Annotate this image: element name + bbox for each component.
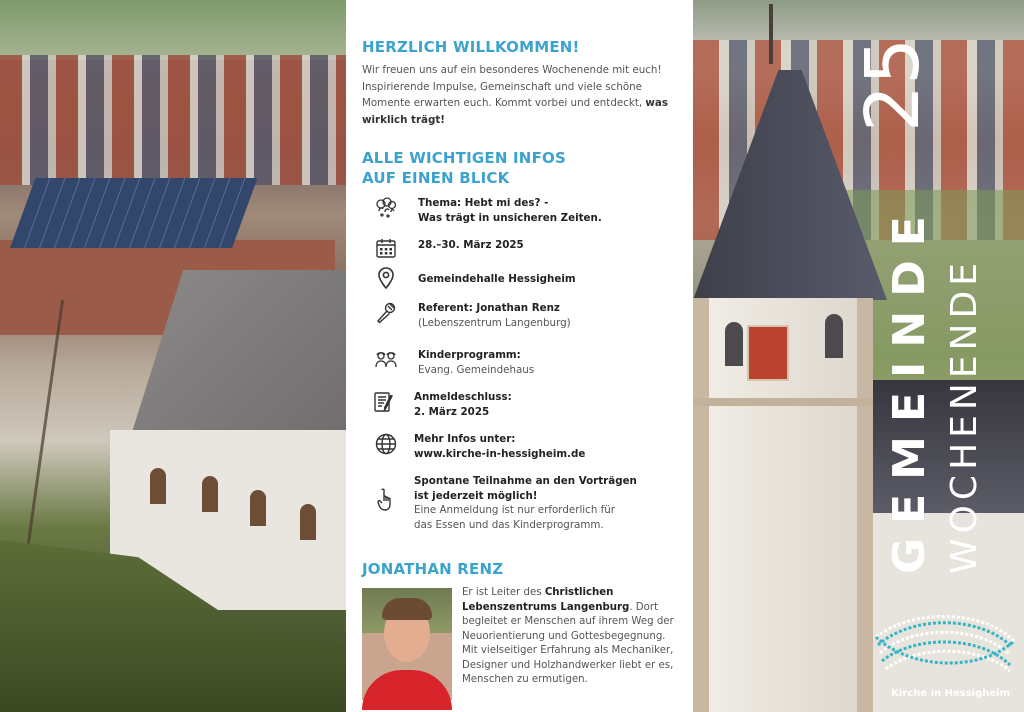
speaker-portrait [362, 588, 452, 700]
info-item-website [362, 432, 682, 472]
solar-panels [10, 178, 257, 248]
speaker-bio: Er ist Leiter des Christlichen Lebenszentrums Langenburg. Dort begleitet er Menschen auf ihrem Weg der Neuorientierung und Gottesbegegnung. Mit vielseitiger Erfahrung als Mechaniker, Designer und Holzhandwerker liebt er es, Menschen zu ermutigen. [462, 587, 674, 685]
kids-label: Kinderprogramm: [418, 349, 521, 361]
hand-pointing-icon [374, 488, 398, 512]
deadline-date: 2. März 2025 [414, 405, 490, 418]
info-item-deadline [362, 390, 682, 430]
deadline-label: Anmeldeschluss: [414, 391, 512, 403]
info-panel [346, 0, 693, 712]
form-icon [372, 390, 396, 414]
info-item-speaker [362, 301, 682, 341]
website-link[interactable]: www.kirche-in-hessigheim.de [414, 447, 586, 460]
location-text: Gemeindehalle Hessigheim [418, 273, 576, 285]
cover-title-word-2: WOCHENENDE [944, 258, 985, 574]
globe-icon [374, 432, 398, 456]
welcome-heading: HERZLICH WILLKOMMEN! [362, 38, 580, 56]
cover-title [850, 0, 1010, 600]
calendar-icon [374, 236, 398, 260]
info-item-kids [362, 348, 682, 388]
church-name: Kirche in Hessigheim [891, 688, 1010, 699]
speaker-heading: JONATHAN RENZ [362, 560, 504, 578]
children-icon [374, 348, 398, 372]
info-heading: ALLE WICHTIGEN INFOS AUF EINEN BLICK [362, 149, 566, 187]
microphone-icon [374, 301, 398, 325]
info-item-theme [362, 196, 682, 236]
info-item-spontaneous [362, 474, 682, 538]
date-text: 28.–30. März 2025 [418, 239, 524, 251]
tower-clock [747, 325, 789, 381]
welcome-text: Wir freuen uns auf ein besonderes Wochenende mit euch! Inspirierende Impulse, Gemeinschaft und viele schöne Momente erwarten euch. Kommt vorbei und entdeckt, was wirklich trägt! [362, 64, 669, 126]
location-pin-icon [374, 266, 398, 290]
theme-line-1: Thema: Hebt mi des? - [418, 197, 549, 209]
spontaneous-line-1: Spontane Teilnahme an den Vorträgen [414, 475, 637, 487]
spontaneous-line-3: Eine Anmeldung ist nur erforderlich für [414, 504, 616, 516]
speaker-org: (Lebenszentrum Langenburg) [418, 316, 571, 329]
speaker-name: Referent: Jonathan Renz [418, 302, 560, 314]
spontaneous-line-2: ist jederzeit möglich! [414, 489, 538, 502]
info-item-location [362, 266, 682, 306]
theme-line-2: Was trägt in unsicheren Zeiten. [418, 211, 602, 224]
fish-logo [872, 611, 1018, 677]
thought-bubble-icon [374, 196, 398, 220]
kids-location: Evang. Gemeindehaus [418, 363, 535, 376]
tower-window [825, 314, 843, 358]
cover-title-word-1: GEMEINDE [884, 202, 935, 574]
tower-cross [769, 4, 773, 64]
tower-window [725, 322, 743, 366]
spontaneous-line-4: das Essen und das Kinderprogramm. [414, 518, 604, 531]
website-label: Mehr Infos unter: [414, 433, 516, 445]
church-aerial-photo-left [0, 0, 346, 712]
cover-year: 25 [850, 37, 936, 132]
